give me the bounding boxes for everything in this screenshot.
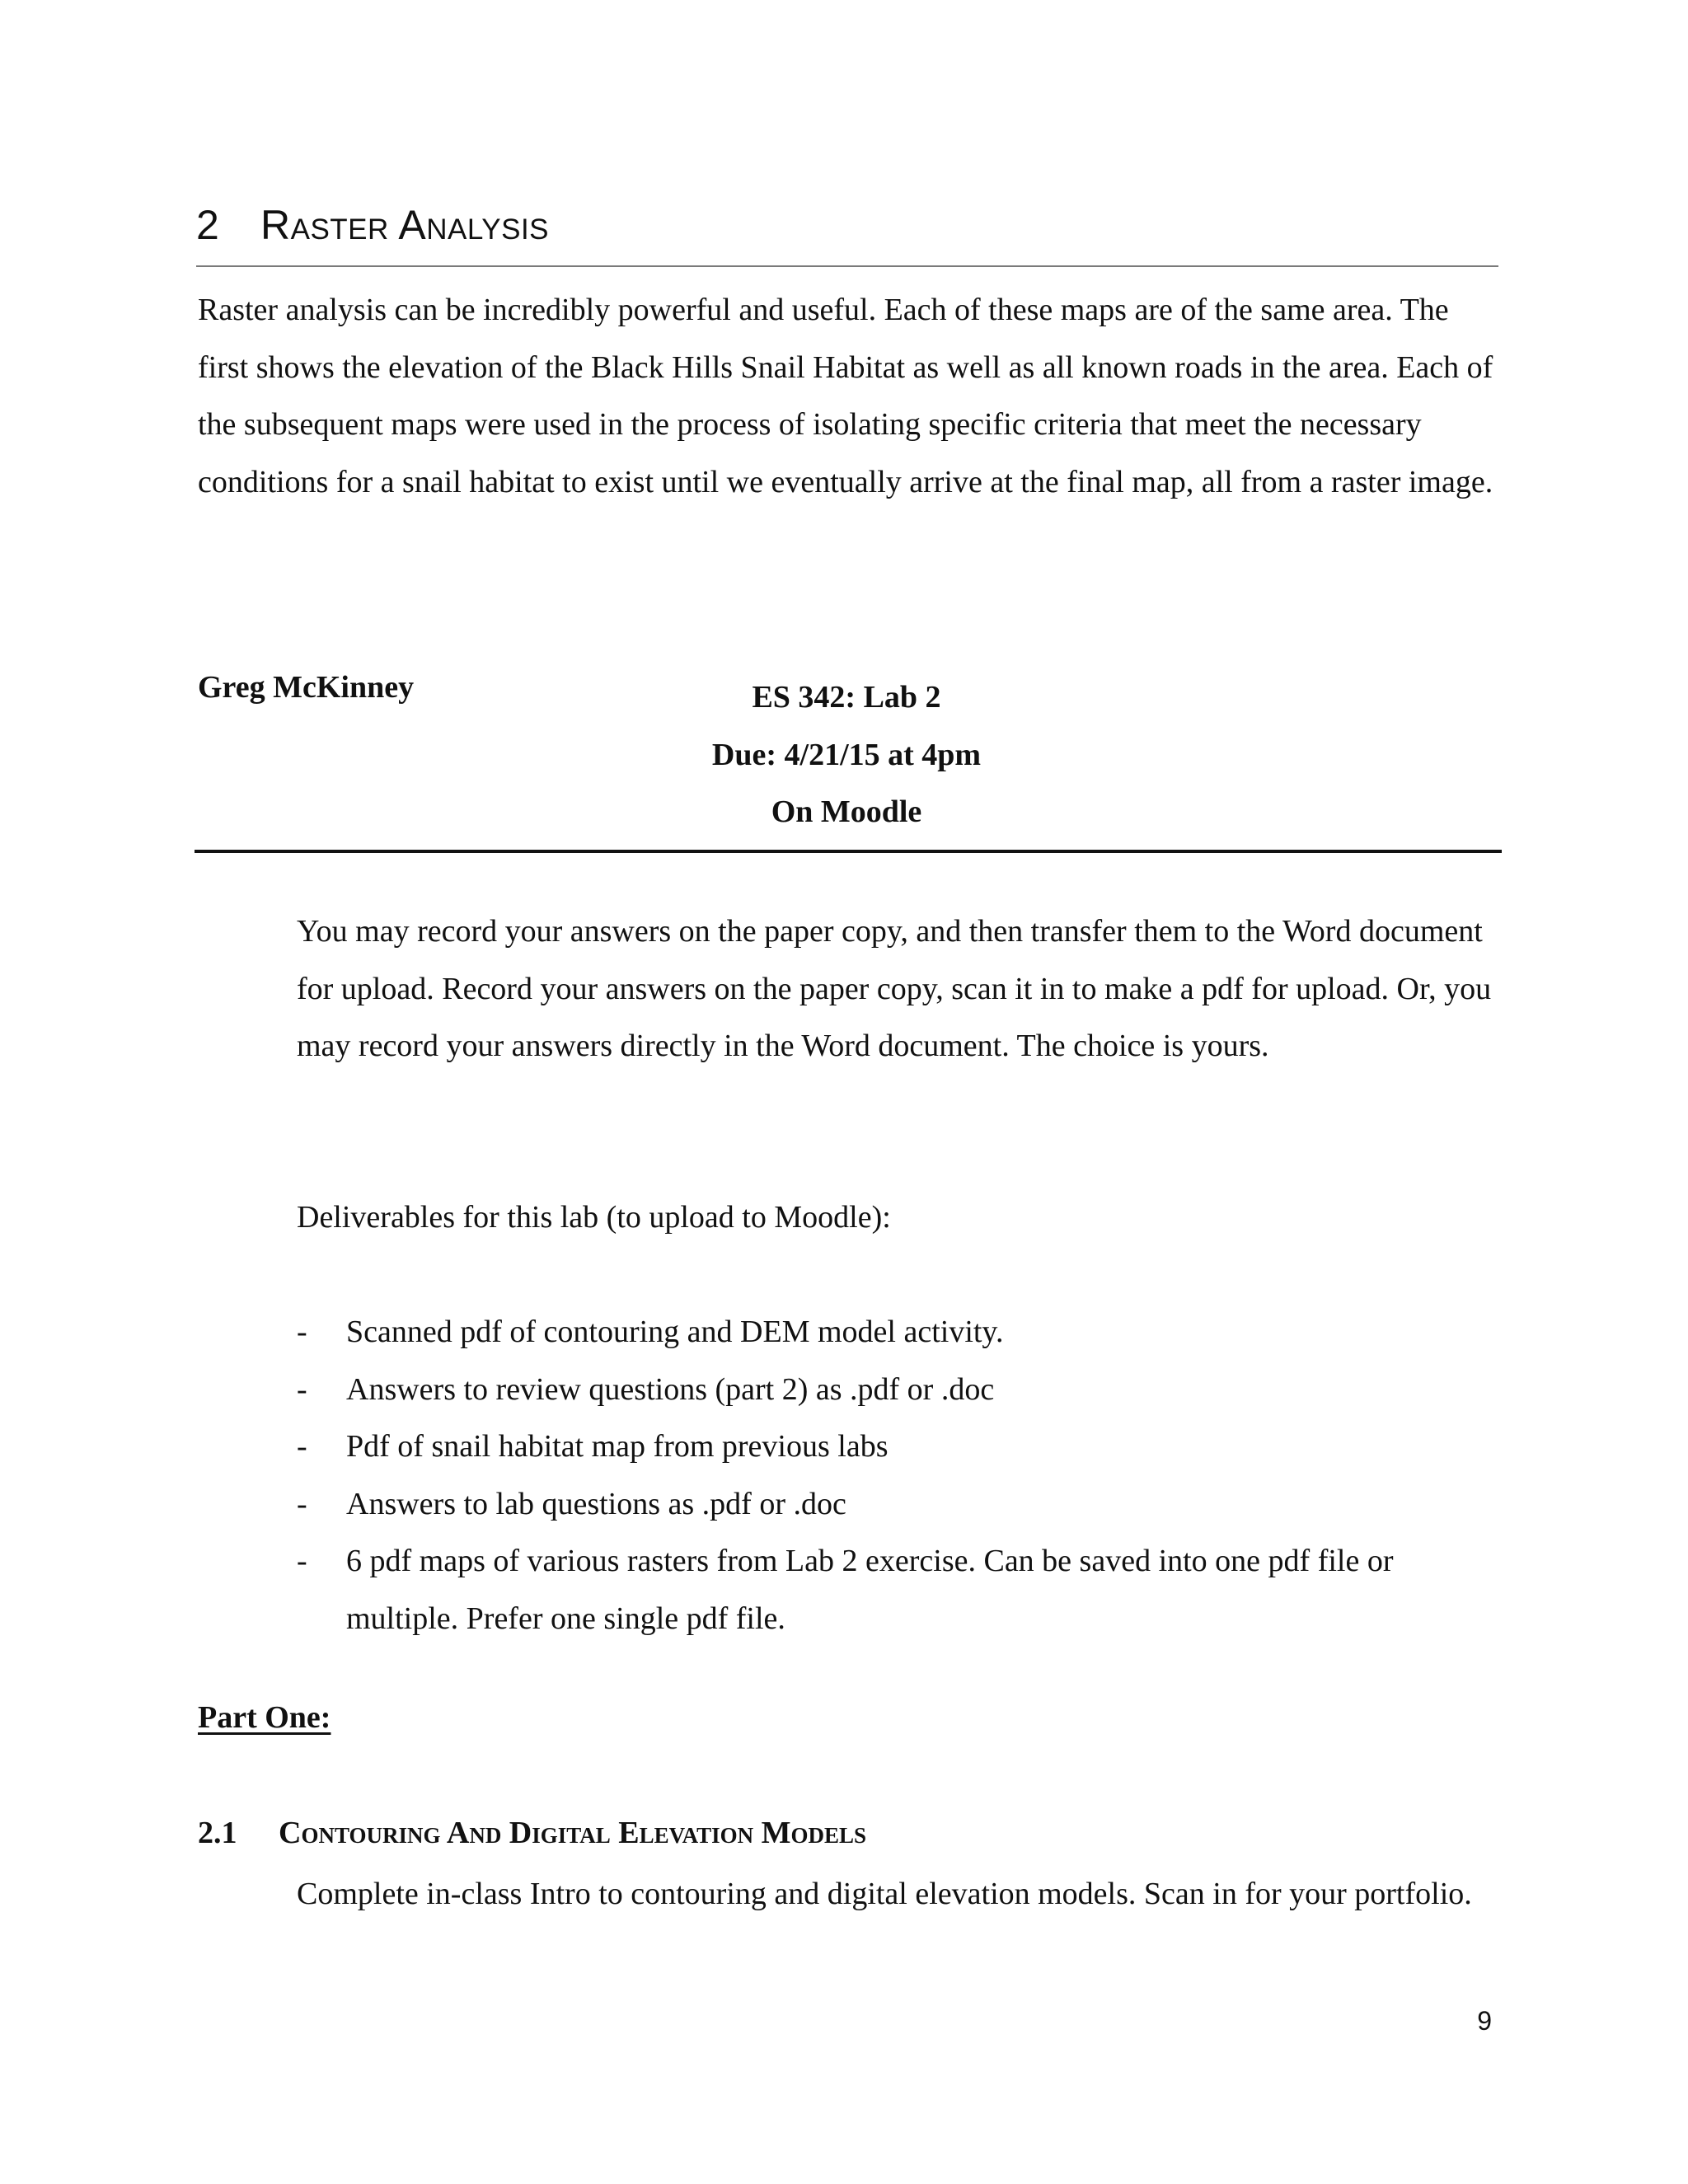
subsection-heading bbox=[198, 1815, 866, 1851]
list-item bbox=[297, 1361, 1500, 1419]
list-item bbox=[297, 1476, 1500, 1534]
record-answers-paragraph: You may record your answers on the paper copy, and then transfer them to the Word document for upload. Record your answers on the paper copy, scan it in to make a pdf for upload. Or, you may record your answers directly in the Word document. The choice is yours. bbox=[297, 914, 1492, 1063]
lab-info-block bbox=[678, 669, 1015, 841]
deliverable-text: Answers to lab questions as .pdf or .doc bbox=[346, 1486, 846, 1521]
deliverable-text: 6 pdf maps of various rasters from Lab 2 exercise. Can be saved into one pdf file or multiple. Prefer one single pdf file. bbox=[346, 1544, 1394, 1636]
deliverable-text: Pdf of snail habitat map from previous labs bbox=[346, 1429, 889, 1464]
section-title: Raster Analysis bbox=[260, 202, 550, 248]
bullet-dash: - bbox=[297, 1486, 307, 1521]
deliverable-text: Answers to review questions (part 2) as .pdf or .doc bbox=[346, 1371, 995, 1407]
intro-paragraph: Raster analysis can be incredibly powerful and useful. Each of these maps are of the same area. The first shows the elevation of the Black Hills Snail Habitat as well as all known roads in the area. Each of the subsequent maps were used in the process of isolating specific criteria that meet the necessary conditions for a snail habitat to exist until we eventually arrive at the final map, all from a raster image. bbox=[198, 293, 1493, 499]
deliverables-intro: Deliverables for this lab (to upload to Moodle): bbox=[297, 1200, 891, 1235]
bullet-dash: - bbox=[297, 1371, 307, 1407]
bullet-dash: - bbox=[297, 1429, 307, 1464]
header-divider bbox=[195, 850, 1502, 853]
bullet-dash: - bbox=[297, 1544, 307, 1578]
list-item bbox=[297, 1304, 1500, 1361]
part-one-heading: Part One: bbox=[198, 1700, 331, 1735]
due-date: Due: 4/21/15 at 4pm bbox=[711, 737, 982, 772]
complete-paragraph: Complete in-class Intro to contouring and digital elevation models. Scan in for your portfolio. bbox=[297, 1877, 1472, 1911]
course-title: ES 342: Lab 2 bbox=[752, 680, 941, 715]
deliverables-list bbox=[297, 1304, 1500, 1647]
section-number: 2 bbox=[196, 202, 219, 248]
bullet-dash: - bbox=[297, 1315, 307, 1349]
author-name: Greg McKinney bbox=[198, 670, 415, 705]
heading-divider bbox=[196, 265, 1498, 267]
subsection-title: Contouring And Digital Elevation Models bbox=[279, 1816, 867, 1850]
deliverable-text: Scanned pdf of contouring and DEM model activity. bbox=[346, 1315, 1004, 1349]
section-heading bbox=[196, 204, 1498, 246]
list-item bbox=[297, 1533, 1500, 1647]
list-item bbox=[297, 1418, 1500, 1476]
page-number: 9 bbox=[1477, 2006, 1492, 2036]
submission-platform: On Moodle bbox=[771, 794, 922, 829]
subsection-number: 2.1 bbox=[198, 1816, 237, 1850]
